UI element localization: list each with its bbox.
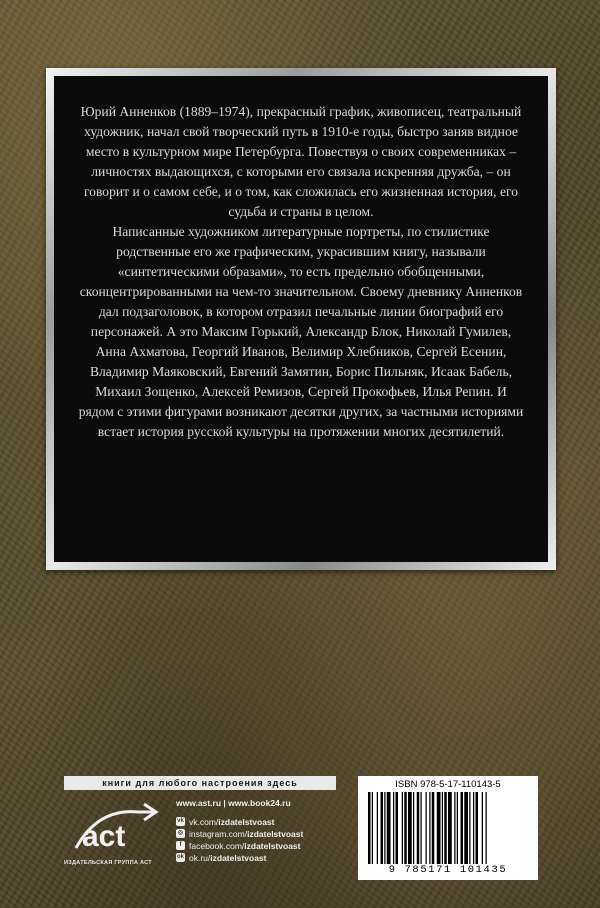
barcode-box: [358, 776, 538, 880]
barcode-bar: [442, 792, 443, 864]
facebook-icon: f: [176, 841, 185, 850]
publisher-group-name: ИЗДАТЕЛЬСКАЯ ГРУППА АСТ: [64, 860, 152, 866]
barcode-bar: [396, 792, 399, 864]
barcode-bar: [473, 792, 474, 864]
blurb-paragraph-2: Написанные художником литературные портреты, по стилистике родственные его же графическим, украсившим книгу, называли «синтетическими образами», то есть предельно обобщенными, сконцентрированными на чем-то значительном. Своему дневнику Анненков дал подзаголовок, в котором отразил печальные линии биографий его персонажей. А это Максим Горький, Александр Блок, Николай Гумилев, Анна Ахматова, Георгий Иванов, Велимир Хлебников, Сергей Есенин, Владимир Маяковский, Евгений Замятин, Борис Пильняк, Исаак Бабель, Михаил Зощенко, Алексей Ремизов, Сергей Прокофьев, Илья Репин. И рядом с этими фигурами возникают десятки других, за частными историями встает история русской культуры на протяжении многих десятилетий.: [78, 224, 524, 439]
social-link-odnoklassniki[interactable]: [176, 852, 303, 863]
barcode-bar: [486, 792, 487, 864]
barcode-bar: [393, 792, 394, 864]
publisher-tagline: книги для любого настроения здесь: [64, 776, 336, 790]
barcode-bar: [377, 792, 378, 864]
barcode-bar: [368, 792, 371, 864]
social-link-instagram[interactable]: [176, 828, 303, 839]
barcode-bar: [408, 792, 412, 864]
blurb-panel: [54, 76, 548, 562]
barcode-bar: [444, 792, 447, 864]
odnoklassniki-icon: ok: [176, 854, 184, 860]
barcode-bar: [429, 792, 430, 864]
barcode-bar: [384, 792, 385, 864]
barcode-bar: [437, 792, 441, 864]
barcode-bar: [421, 792, 422, 864]
vk-icon: vk: [177, 818, 184, 824]
social-prefix: ok.ru/: [189, 852, 211, 863]
ast-logo-text: act: [82, 820, 126, 853]
barcode-bar: [461, 792, 464, 864]
barcode-bar: [464, 792, 468, 864]
social-handle: izdatelstvoast: [218, 816, 275, 827]
barcode-bar: [387, 792, 391, 864]
barcode-bar: [417, 792, 420, 864]
publisher-websites[interactable]: www.ast.ru | www.book24.ru: [176, 798, 291, 808]
social-link-vk[interactable]: [176, 816, 303, 827]
barcode-bar: [457, 792, 458, 864]
blurb-frame: [46, 68, 556, 570]
barcode-bar: [476, 792, 479, 864]
barcode-bar: [381, 792, 384, 864]
social-prefix: vk.com/: [189, 816, 219, 827]
barcode-bar: [402, 792, 403, 864]
social-prefix: facebook.com/: [189, 840, 245, 851]
barcode-digits: 9 785171 101435: [388, 864, 508, 876]
social-handle: izdatelstvoast: [247, 828, 304, 839]
barcode-bar: [432, 792, 435, 864]
barcode-bar: [482, 792, 483, 864]
social-prefix: instagram.com/: [189, 828, 248, 839]
barcode-bar: [426, 792, 427, 864]
barcode-bar: [469, 792, 470, 864]
barcode-bar: [448, 792, 452, 864]
instagram-icon: ◎: [177, 830, 184, 836]
barcode-icon: [368, 792, 528, 864]
barcode-bar: [454, 792, 455, 864]
ast-logo-icon: [68, 798, 164, 860]
social-handle: izdatelstvoast: [210, 852, 267, 863]
social-links: [176, 816, 303, 864]
barcode-bar: [372, 792, 373, 864]
barcode-bar: [404, 792, 407, 864]
isbn-number: ISBN 978-5-17-110143-5: [395, 779, 501, 790]
social-link-facebook[interactable]: [176, 840, 303, 851]
social-handle: izdatelstvoast: [244, 840, 301, 851]
barcode-bar: [413, 792, 414, 864]
blurb-paragraph-1: Юрий Анненков (1889–1974), прекрасный график, живописец, театральный художник, начал свой творческий путь в 1910-е годы, быстро заняв видное место в культурном мире Петербурга. Повествуя о своих современниках – личностях выдающихся, с которыми его связала искренняя дружба, – он говорит и о самом себе, и о том, как сложилась его жизненная история, его судьба и страны в целом.: [80, 104, 522, 219]
